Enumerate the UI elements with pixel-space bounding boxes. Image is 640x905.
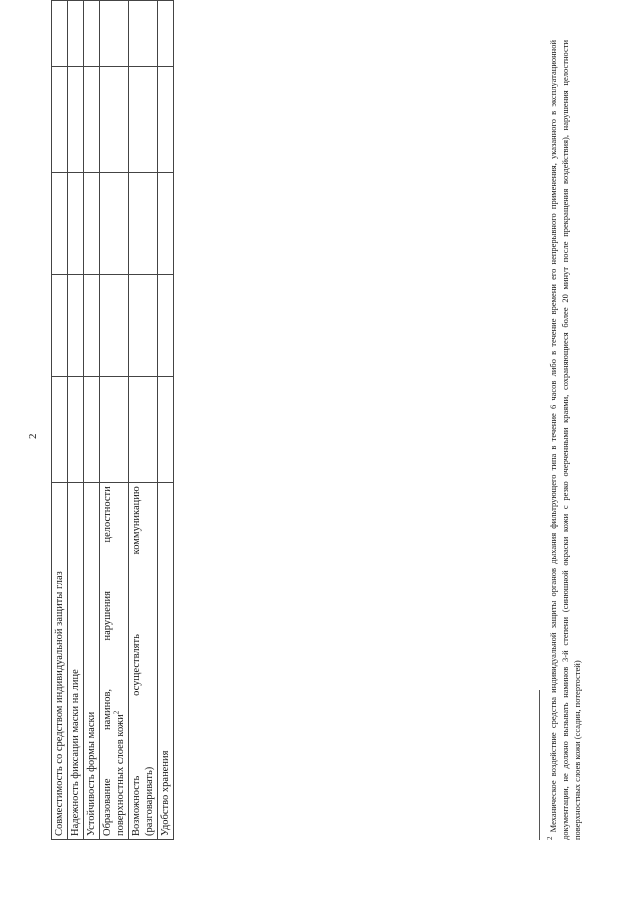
criterion-label: Надежность фиксации маски на лице [68,483,84,840]
label-word: наминов, [102,688,113,730]
empty-cell [68,377,84,483]
empty-cell [52,1,68,67]
criterion-label [129,483,158,840]
label-word: Образование [102,778,113,836]
empty-cell [158,66,174,172]
empty-cell [68,172,84,274]
empty-cell [158,274,174,376]
criterion-label: Устойчивость формы маски [84,483,100,840]
empty-cell [84,1,100,67]
footnote-separator [539,690,540,840]
empty-cell [68,66,84,172]
label-line-2: (разговаривать) [144,766,155,836]
criterion-label: Удобство хранения [158,483,174,840]
empty-cell [84,377,100,483]
empty-cell [158,377,174,483]
label-line-2: поверхностных слоев кожи$^2$ [112,710,126,836]
empty-cell [84,66,100,172]
empty-cell [100,1,129,67]
evaluation-table [51,0,174,840]
table-row [100,1,129,840]
label-word: нарушения [102,591,113,641]
empty-cell [68,1,84,67]
label-word: целостности [102,486,113,543]
table-row [129,1,158,840]
empty-cell [52,172,68,274]
page-number: 2 [27,433,39,439]
empty-cell [129,172,158,274]
label-line-1 [130,486,143,836]
empty-cell [158,172,174,274]
criterion-label [100,483,129,840]
empty-cell [100,274,129,376]
table-row [52,1,68,840]
empty-cell [52,66,68,172]
empty-cell [68,274,84,376]
empty-cell [100,66,129,172]
table-row [84,1,100,840]
empty-cell [84,274,100,376]
footnote-text: Механическое воздействие средства индивидуальной защиты органов дыхания фильтрующего типа в течение 6 часов либо в течение времени его непрерывного применения, указанного в эксплуатационной документации, не должно вызывать наминов 3-й степени (синюшной окраски кожи с резко очерченными краями, сохраняющиеся более 20 минут после прекращения воздействия), нарушения целостности поверхностных слоев кожи (ссадин, потертостей) [548,39,582,840]
label-word: коммуникацию [131,486,142,555]
label-word: осуществлять [131,634,142,696]
criterion-label: Совместимость со средством индивидуальной защиты глаз [52,483,68,840]
table-row [68,1,84,840]
empty-cell [129,274,158,376]
empty-cell [84,172,100,274]
empty-cell [100,377,129,483]
empty-cell [129,1,158,67]
empty-cell [100,172,129,274]
empty-cell [52,274,68,376]
footnote-marker: 2 [546,836,555,840]
footnote [547,40,583,840]
empty-cell [158,1,174,67]
empty-cell [129,66,158,172]
empty-cell [52,377,68,483]
label-word: Возможность [131,775,142,836]
empty-cell [129,377,158,483]
footnote-reference: 2 [112,710,121,715]
label-line-1 [101,486,114,836]
table-row [158,1,174,840]
